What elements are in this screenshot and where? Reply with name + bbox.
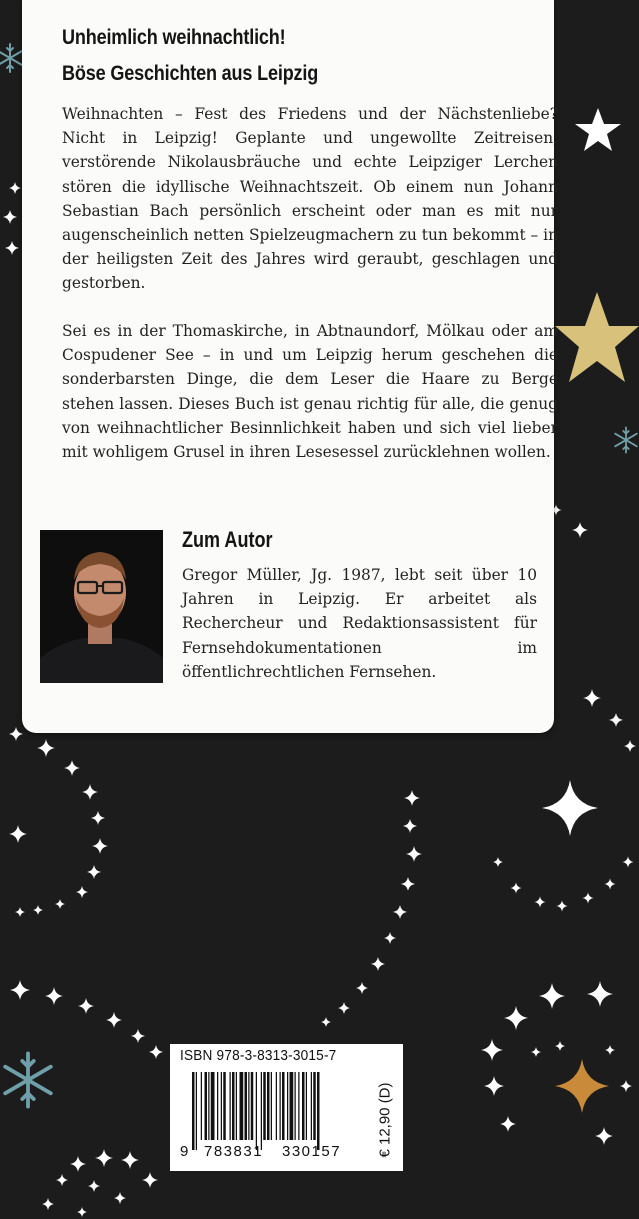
barcode-bar xyxy=(313,1072,316,1140)
barcode-label xyxy=(170,1044,403,1171)
barcode-bar xyxy=(263,1072,266,1140)
barcode-bars xyxy=(192,1072,362,1150)
barcode-bar xyxy=(280,1072,281,1140)
snowflake-icon xyxy=(5,1053,51,1106)
barcode-bar xyxy=(232,1072,235,1140)
barcode-bar xyxy=(205,1072,208,1140)
snowflake-icon xyxy=(615,427,637,452)
snowflake-icon xyxy=(0,44,22,72)
barcode-bar xyxy=(311,1072,312,1140)
barcode-bar xyxy=(306,1072,307,1140)
barcode-bar xyxy=(208,1072,209,1140)
book-title: Unheimlich weihnachtlich! xyxy=(62,26,286,49)
barcode-bar xyxy=(298,1072,299,1140)
barcode-bar xyxy=(267,1072,270,1140)
barcode-bar xyxy=(230,1072,231,1140)
barcode-bar xyxy=(201,1072,202,1140)
barcode-bar xyxy=(223,1072,226,1140)
white-star-icon xyxy=(575,108,621,151)
barcode-bar xyxy=(240,1072,244,1140)
barcode-bar xyxy=(245,1072,248,1140)
author-bio: Gregor Müller, Jg. 1987, lebt seit über 10 Jahren in Leipzig. Er arbeitet als Rechercheur und Redaktionsassistent für Fernsehdokumentationen im öffentlichrechtlichen Fernsehen. xyxy=(182,566,537,681)
barcode-bar xyxy=(287,1072,288,1140)
barcode-bar xyxy=(302,1072,305,1140)
barcode-digits-left: 783831 xyxy=(204,1143,264,1160)
barcode-bar xyxy=(290,1072,294,1140)
author-heading: Zum Autor xyxy=(182,527,273,552)
large-sparkle-icon xyxy=(542,780,598,836)
barcode-bar xyxy=(256,1072,257,1150)
gold-star-icon xyxy=(555,292,639,382)
orange-sparkle-icon xyxy=(555,1059,609,1113)
barcode-bar xyxy=(271,1072,272,1140)
barcode-bar xyxy=(295,1072,296,1140)
book-subtitle: Böse Geschichten aus Leipzig xyxy=(62,62,319,85)
barcode-bar xyxy=(192,1072,195,1150)
barcode-bar xyxy=(317,1072,320,1150)
description-card xyxy=(22,0,558,733)
barcode-digit-lead: 9 xyxy=(180,1143,189,1160)
price-text: € 12,90 (D) xyxy=(376,1082,394,1158)
barcode-bar xyxy=(236,1072,237,1140)
barcode-bar xyxy=(211,1072,215,1140)
barcode-digits-right: 330157 xyxy=(282,1143,342,1160)
blurb-paragraph-2: Sei es in der Thomaskirche, in Abtnaundorf, Mölkau oder am Cospudener See – in und um Leipzig herum geschehen die sonderbarsten Dinge, die dem Leser die Haare zu Berge stehen lassen. Dieses Buch ist genau richtig für alle, die genug von weihnachtlicher Besinnlichkeit haben und sich viel lieber mit wohligem Grusel in ihren Lesesessel zurücklehnen wollen. xyxy=(62,322,558,462)
barcode-bar xyxy=(251,1072,254,1140)
barcode-bar xyxy=(217,1072,218,1140)
author-photo xyxy=(40,530,163,683)
isbn-text: ISBN 978-3-8313-3015-7 xyxy=(180,1048,337,1064)
barcode-bar xyxy=(282,1072,285,1140)
price-label xyxy=(370,1070,400,1170)
barcode-bar xyxy=(248,1072,249,1140)
barcode-bar xyxy=(276,1072,277,1140)
blurb-paragraph-1: Weihnachten – Fest des Friedens und der Nächstenliebe? Nicht in Leipzig! Geplante und ungewollte Zeitreisen, verstörende Nikolausbräuche und echte Leipziger Lerchen stören die idyllische Weihnachtszeit. Ob einem nun Johann Sebastian Bach persönlich erscheint oder man es mit nur augenscheinlich netten Spielzeugmachern zu tun bekommt – in der heiligsten Zeit des Jahres wird geraubt, geschlagen und gestorben. xyxy=(62,105,558,293)
barcode-bar xyxy=(196,1072,197,1150)
barcode-bar xyxy=(261,1072,262,1150)
barcode-bar xyxy=(221,1072,222,1140)
